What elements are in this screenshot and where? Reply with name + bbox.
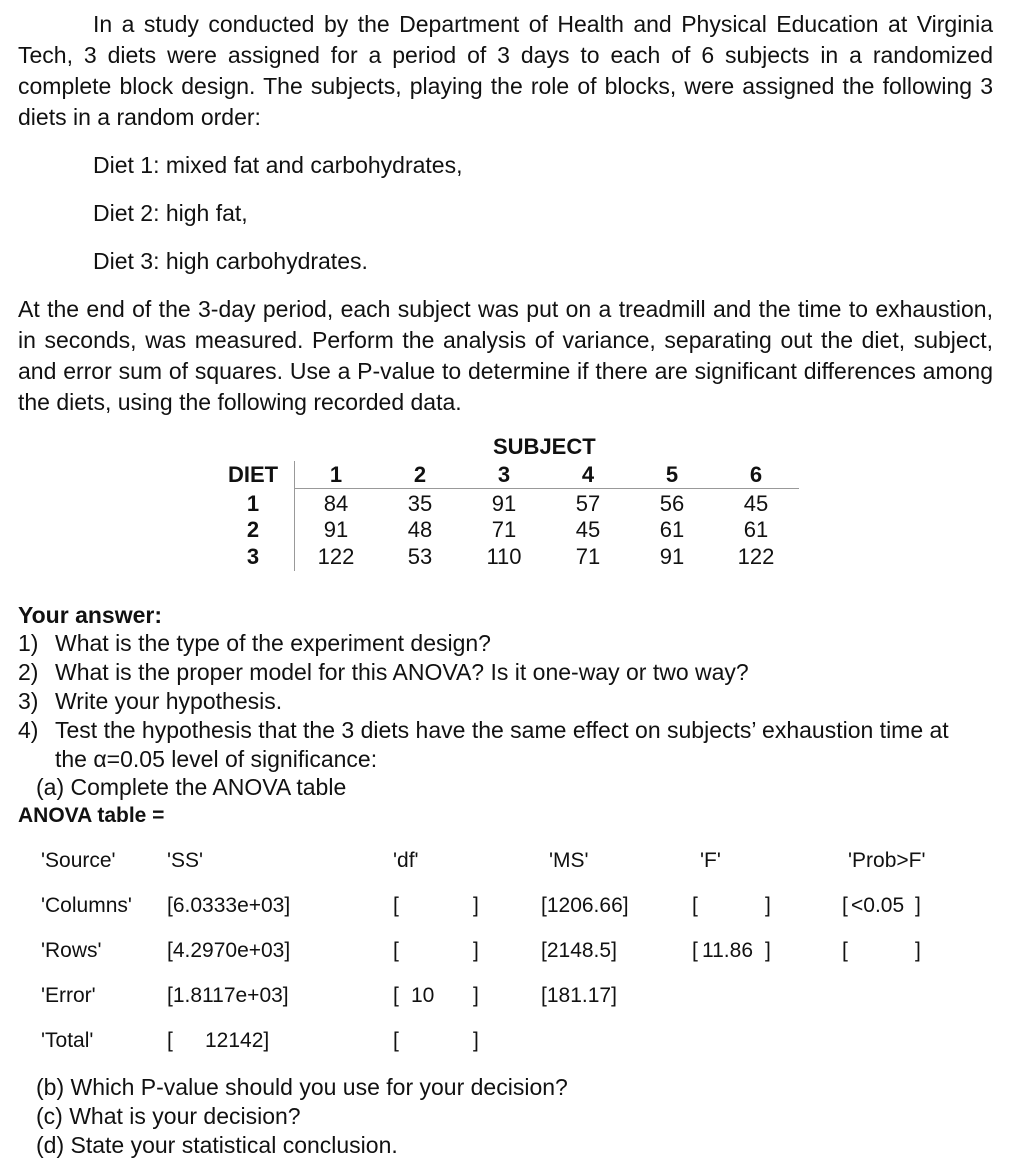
ss-input[interactable]: 12142] bbox=[205, 1029, 270, 1052]
question-3 bbox=[18, 687, 998, 716]
df-input[interactable]: 10 bbox=[411, 984, 435, 1007]
table-cell: 45 bbox=[575, 517, 601, 542]
anova-ms: [2148.5] bbox=[541, 939, 617, 962]
question-text: Write your hypothesis. bbox=[55, 688, 283, 714]
table-cell: 71 bbox=[491, 517, 517, 542]
f-bracket-open: [ bbox=[692, 939, 698, 962]
question-text: Test the hypothesis that the 3 diets have the same effect on subjects’ exhaustion time at the α=0.05 level of significance: bbox=[55, 717, 949, 772]
subject-label: 5 bbox=[665, 462, 679, 487]
table-cell: 71 bbox=[575, 544, 601, 569]
sub-question-a: (a) Complete the ANOVA table bbox=[36, 774, 347, 800]
diet-header: DIET bbox=[227, 462, 279, 487]
subject-label: 6 bbox=[749, 462, 763, 487]
ss-bracket-open: [ bbox=[167, 1029, 173, 1052]
table-cell: 53 bbox=[407, 544, 433, 569]
anova-ss: [1.8117e+03] bbox=[167, 984, 289, 1007]
df-bracket-close: ] bbox=[473, 894, 479, 917]
table-cell: 48 bbox=[407, 517, 433, 542]
question-number: 2) bbox=[18, 659, 39, 685]
table-cell: 110 bbox=[486, 544, 522, 569]
subject-label: 3 bbox=[497, 462, 511, 487]
anova-source: 'Total' bbox=[41, 1029, 94, 1052]
diet-3-line: Diet 3: high carbohydrates. bbox=[93, 248, 368, 274]
table-cell: 61 bbox=[659, 517, 685, 542]
question-number: 3) bbox=[18, 688, 39, 714]
anova-header-prob: 'Prob>F' bbox=[848, 849, 926, 872]
question-number: 1) bbox=[18, 630, 39, 656]
df-bracket-open: [ bbox=[393, 984, 399, 1007]
anova-source: 'Rows' bbox=[41, 939, 102, 962]
table-cell: 91 bbox=[659, 544, 685, 569]
sub-question-d: (d) State your statistical conclusion. bbox=[36, 1132, 398, 1158]
anova-ms: [181.17] bbox=[541, 984, 617, 1007]
df-bracket-open: [ bbox=[393, 894, 399, 917]
p-bracket-close: ] bbox=[915, 894, 921, 917]
subject-label: 4 bbox=[581, 462, 595, 487]
diet-label: 1 bbox=[246, 491, 260, 516]
anova-ss: [6.0333e+03] bbox=[167, 894, 291, 917]
table-cell: 84 bbox=[323, 491, 349, 516]
intro-text: In a study conducted by the Department of Health and Physical Education at Virginia Tech, 3 diets were assigned for a period of 3 days to each of 6 subjects in a randomized complete block design. The subjects, playing the role of blocks, were assigned the following 3 diets in a random order: bbox=[18, 11, 993, 130]
anova-heading: ANOVA table = bbox=[18, 804, 165, 827]
question-number: 4) bbox=[18, 717, 39, 743]
p-bracket-open: [ bbox=[842, 939, 848, 962]
f-bracket-close: ] bbox=[765, 894, 771, 917]
anova-header-source: 'Source' bbox=[41, 849, 116, 872]
df-bracket-close: ] bbox=[473, 1029, 479, 1052]
f-bracket-open: [ bbox=[692, 894, 698, 917]
p-input[interactable]: <0.05 bbox=[851, 894, 905, 917]
table-cell: 122 bbox=[737, 544, 775, 569]
table-cell: 35 bbox=[407, 491, 433, 516]
anova-ss: [4.2970e+03] bbox=[167, 939, 291, 962]
table-cell: 56 bbox=[659, 491, 685, 516]
table-header-rule bbox=[294, 488, 799, 489]
anova-header-df: 'df' bbox=[393, 849, 419, 872]
p-bracket-open: [ bbox=[842, 894, 848, 917]
diet-label: 3 bbox=[246, 544, 260, 569]
anova-header-ms: 'MS' bbox=[549, 849, 589, 872]
df-bracket-open: [ bbox=[393, 939, 399, 962]
answer-heading: Your answer: bbox=[18, 602, 162, 628]
df-bracket-open: [ bbox=[393, 1029, 399, 1052]
anova-header-ss: 'SS' bbox=[167, 849, 204, 872]
subject-label: 1 bbox=[329, 462, 343, 487]
table-cell: 91 bbox=[491, 491, 517, 516]
question-text: What is the type of the experiment design? bbox=[55, 630, 491, 656]
subject-label: 2 bbox=[413, 462, 427, 487]
anova-header-f: 'F' bbox=[700, 849, 721, 872]
diet-1-line: Diet 1: mixed fat and carbohydrates, bbox=[93, 152, 463, 178]
description-paragraph: At the end of the 3-day period, each subject was put on a treadmill and the time to exhaustion, in seconds, was measured. Perform the analysis of variance, separating out the diet, subject, and error sum of squares. Use a P-value to determine if there are significant differences among the diets, using the following recorded data. bbox=[18, 296, 993, 415]
f-bracket-close: ] bbox=[765, 939, 771, 962]
question-4 bbox=[18, 716, 998, 774]
question-1 bbox=[18, 629, 998, 658]
sub-question-b: (b) Which P-value should you use for your decision? bbox=[36, 1074, 568, 1100]
p-bracket-close: ] bbox=[915, 939, 921, 962]
anova-source: 'Columns' bbox=[41, 894, 132, 917]
intro-paragraph bbox=[18, 9, 993, 133]
table-cell: 122 bbox=[317, 544, 355, 569]
table-cell: 57 bbox=[575, 491, 601, 516]
table-cell: 45 bbox=[743, 491, 769, 516]
diet-label: 2 bbox=[246, 517, 260, 542]
anova-source: 'Error' bbox=[41, 984, 96, 1007]
df-bracket-close: ] bbox=[473, 939, 479, 962]
df-bracket-close: ] bbox=[473, 984, 479, 1007]
table-cell: 61 bbox=[743, 517, 769, 542]
table-cell: 91 bbox=[323, 517, 349, 542]
question-text: What is the proper model for this ANOVA? Is it one-way or two way? bbox=[55, 659, 749, 685]
f-input[interactable]: 11.86 bbox=[702, 939, 753, 962]
subject-header: SUBJECT bbox=[493, 434, 596, 459]
question-2 bbox=[18, 658, 998, 687]
diet-2-line: Diet 2: high fat, bbox=[93, 200, 248, 226]
anova-ms: [1206.66] bbox=[541, 894, 629, 917]
sub-question-c: (c) What is your decision? bbox=[36, 1103, 301, 1129]
